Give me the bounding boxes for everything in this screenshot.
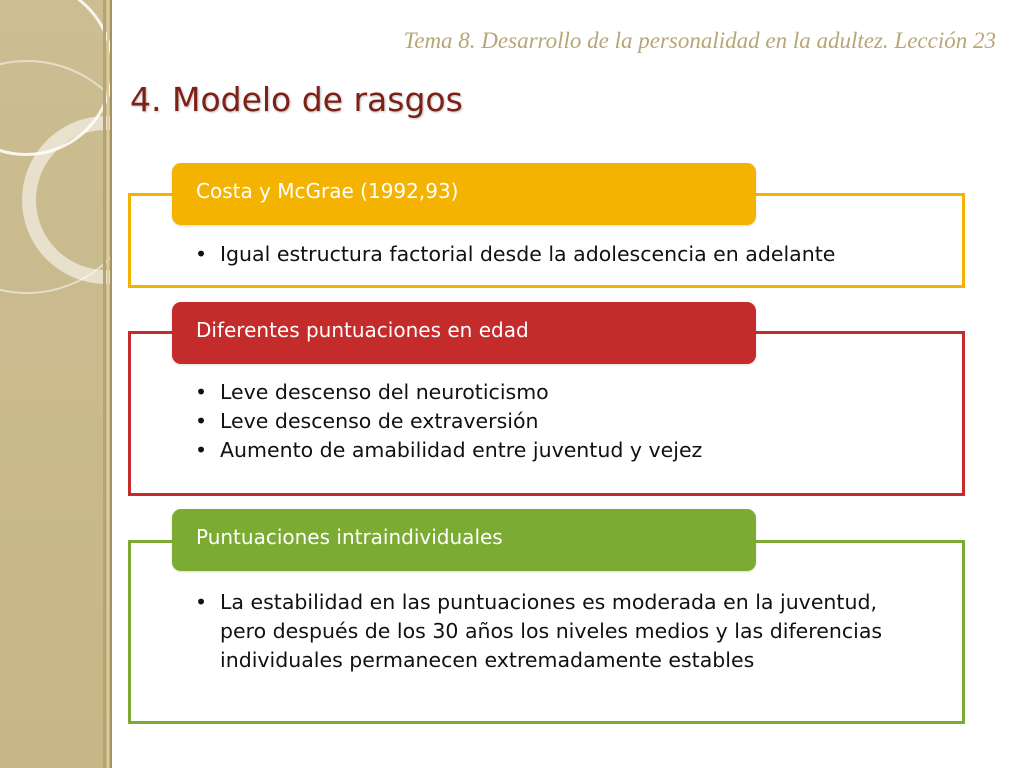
sidebar-stripe [107,0,109,768]
section-list-costa-mcgrae [190,240,910,269]
section-heading-diferentes-puntuaciones: Diferentes puntuaciones en edad [172,302,756,364]
sidebar-stripe [110,0,112,768]
list-item: • Igual estructura factorial desde la adolescencia en adelante [190,240,910,269]
sidebar-stripe [103,0,106,768]
section-heading-costa-mcgrae: Costa y McGrae (1992,93) [172,163,756,225]
decorative-sidebar [0,0,112,768]
section-list-diferentes-puntuaciones [190,378,910,465]
lesson-header: Tema 8. Desarrollo de la personalidad en la adultez. Lección 23 [403,28,996,53]
list-item: • La estabilidad en las puntuaciones es moderada en la juventud, pero después de los 30 años los niveles medios y las diferencias individuales permanecen extremadamente estables [190,588,910,675]
list-item: • Aumento de amabilidad entre juventud y vejez [190,436,910,465]
list-item: • Leve descenso del neuroticismo [190,378,910,407]
section-heading-intraindividuales: Puntuaciones intraindividuales [172,509,756,571]
list-item: • Leve descenso de extraversión [190,407,910,436]
slide-title: 4. Modelo de rasgos [130,80,463,119]
section-list-intraindividuales [190,588,910,675]
